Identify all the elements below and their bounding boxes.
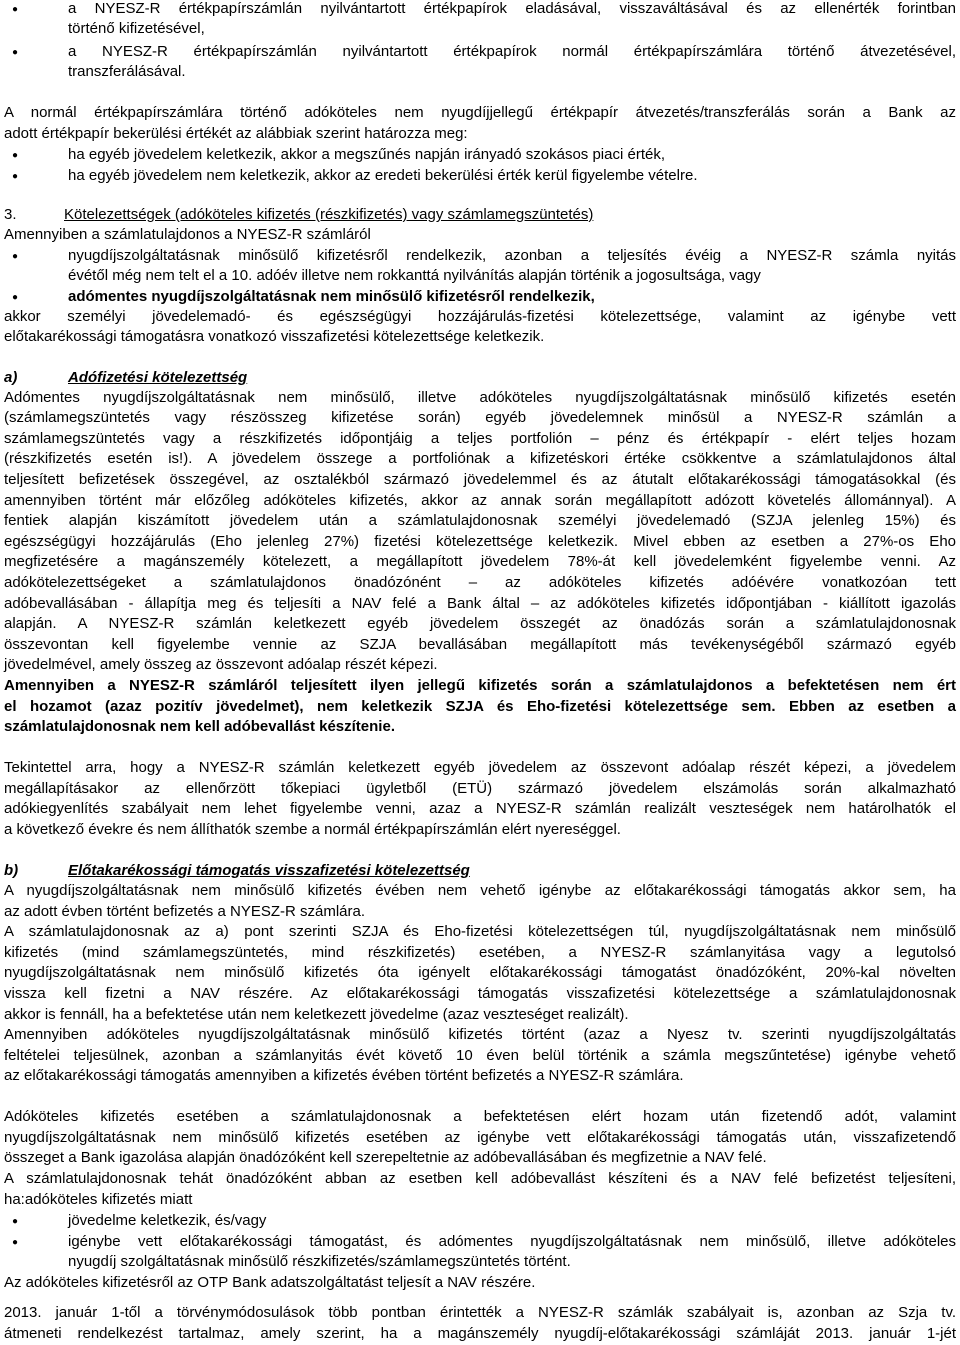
paragraph-line: Adómentes nyugdíjszolgáltatásnak nem minősülő, illetve adóköteles nyugdíjszolgáltatásnak minősülő kifizetés esetén [4,389,956,406]
bullet-icon: ● [12,150,19,161]
list-item: transzferálásával. [68,63,186,80]
paragraph-line: ha:adóköteles kifizetés miatt [4,1191,193,1208]
bullet-icon: ● [12,251,19,262]
paragraph-line: átmeneti rendelkezést tartalmaz, amely szerint, ha a magánszemély nyugdíj-előtakarékossági számláját 2013. január 1-jét [4,1325,956,1342]
list-item: a NYESZ-R értékpapírszámlán nyilvántartott értékpapírok eladásával, visszaváltásával és az ellenérték forintban [68,0,956,17]
paragraph-line: A nyugdíjszolgáltatásnak nem minősülő kifizetés évében nem vehető igénybe az előtakarékossági támogatás akkor sem, ha [4,882,956,899]
paragraph-line: Amennyiben a NYESZ-R számláról teljesített ilyen jellegű kifizetés során a számlatulajdonos a befektetésen nem ért [4,677,956,694]
list-item: ha egyéb jövedelem keletkezik, akkor a megszűnés napján irányadó szokásos piaci érték, [68,146,665,163]
paragraph-line: az előtakarékossági támogatás amennyiben a kifizetés évében történt befizetés a NYESZ-R számlára. [4,1067,684,1084]
paragraph-line: Amennyiben a számlatulajdonos a NYESZ-R számláról [4,226,371,243]
bullet-icon: ● [12,47,19,58]
paragraph-line: jövedelmével, amely összeg az összevont adóalap részét képezi. [4,656,438,673]
paragraph-line: összeget a Bank igazolása alapján önadózóként kell szerepeltetnie az adóbevallásában és megfizetnie a NAV felé. [4,1149,767,1166]
section-title: Kötelezettségek (adóköteles kifizetés (részkifizetés) vagy számlamegszüntetés) [64,206,594,223]
paragraph-line: kifizetés (mind számlamegszüntetés, mind részkifizetés) esetében, a NYESZ-R számlanyitása vagy a legutolsó [4,944,956,961]
paragraph-line: amennyiben történt már előzőleg adóköteles kifizetés, akkor az annak során megállapított adózott követelés állománnyal). A [4,492,956,509]
paragraph-line: a következő évekre és nem állíthatók szembe a normál értékpapírszámlán elért nyereséggel. [4,821,621,838]
paragraph-line: adókötelezettségeket a számlatulajdonos önadózónént – az adóköteles kifizetés adóévére vonatkozóan tett [4,574,956,591]
bullet-icon: ● [12,4,19,15]
section-title: Előtakarékossági támogatás visszafizetési kötelezettség [68,862,470,879]
paragraph-line: vissza kell fizetni a NAV részére. Az előtakarékossági támogatás visszafizetési kötelezettsége a számlatulajdonosnak [4,985,956,1002]
paragraph-line: Tekintettel arra, hogy a NYESZ-R számlán keletkezett egyéb jövedelem az összevont adóalap részét képezi, a jövedelem [4,759,956,776]
paragraph-line: számlatulajdonosnak nem kell adóbevallást készítenie. [4,718,395,735]
paragraph-line: akkor személyi jövedelemadó- és egészségügyi hozzájárulás-fizetési kötelezettsége, valamint az igénybe vett [4,308,956,325]
list-item: ha egyéb jövedelem nem keletkezik, akkor az eredeti bekerülési érték kerül figyelembe vételre. [68,167,698,184]
paragraph-line: nyugdíjszolgáltatásnak nem minősülő kifizetés esetében az igénybe vett előtakarékossági támogatás után, visszafizetendő [4,1129,956,1146]
list-item: évétől még nem telt el a 10. adóév illetve nem rokkanttá nyilvánítás alapján történik a jogosultsága, vagy [68,267,761,284]
paragraph-line: akkor is fennáll, ha a befektetése után nem keletkezett jövedelme (azaz veszteséget realizált). [4,1006,629,1023]
paragraph-line: (részkifizetés esetén is!). A jövedelem összege a portfoliónak a kifizetéskori értéke csökkentve a számlatulajdonos által [4,450,956,467]
paragraph-line: A számlatulajdonosnak tehát önadózóként abban az esetben kell adóbevallást készíteni és a NAV felé befizetést teljesíteni, [4,1170,956,1187]
paragraph-line: nyugdíjszolgáltatásnak nem minősülő kifizetés óta igényelt előtakarékossági támogatást önadózóként, 20%-kal növelten [4,964,956,981]
section-label: a) [4,369,18,386]
paragraph-line: megállapításakor az ellenőrzött tőkepiaci ügyletből (ETÜ) származó jövedelem elszámolás során alkalmazható [4,780,956,797]
paragraph-line: feltételei teljesülnek, azonban a számlanyitás évét követő 10 éven belül történik a számla megszűntetése) igénybe vehető [4,1047,956,1064]
section-number: 3. [4,206,17,223]
paragraph-line: Az adóköteles kifizetésről az OTP Bank adatszolgáltatást teljesít a NAV részére. [4,1274,536,1291]
paragraph-line: az adott évben történt befizetés a NYESZ-R számlára. [4,903,366,920]
paragraph-line: el hozamot (azaz pozitív jövedelmet), nem keletkezik SZJA és Eho-fizetési kötelezettsége sem. Ebben az esetben a [4,698,956,715]
paragraph-line: egészségügyi hozzájárulás (Eho jelenleg 27%) fizetési kötelezettsége keletkezik. Mivel ebben az esetben a 27%-os Eho [4,533,956,550]
list-item: igénybe vett előtakarékossági támogatást, és adómentes nyugdíjszolgáltatásnak nem minősülő, illetve adóköteles [68,1233,956,1250]
paragraph-line: összevontan kell figyelembe vennie az SZJA bevallásában megállapított más tevékenységéből származó egyéb [4,636,956,653]
paragraph-line: teljesített befizetések összegével, az osztalékból származó jövedelemmel és az átutalt előtakarékossági támogatásokkal (és [4,471,956,488]
paragraph-line: megfizetésére a magánszemély kötelezett, a megállapított jövedelem 78%-át kell jövedelemként figyelembe venni. Az [4,553,956,570]
list-item: adómentes nyugdíjszolgáltatásnak nem minősülő kifizetésről rendelkezik, [68,288,595,305]
bullet-icon: ● [12,292,19,303]
paragraph-line: A normál értékpapírszámlára történő adóköteles nem nyugdíjjellegű értékpapír átvezetés/transzferálás során a Bank az [4,104,956,121]
paragraph-line: A számlatulajdonosnak az a) pont szerinti SZJA és Eho-fizetési kötelezettségen túl, nyugdíjszolgáltatásnak nem minősülő [4,923,956,940]
bullet-icon: ● [12,1216,19,1227]
paragraph-line: (számlamegszüntetés vagy részösszeg kifizetése során) egyéb jövedelemnek minősül a NYESZ-R számlán a [4,409,956,426]
list-item: nyugdíj szolgáltatásnak minősülő részkifizetés/számlamegszüntetés történt. [68,1253,571,1270]
paragraph-line: adóbevallásában - állapítja meg és teljesíti a NAV felé a Bank által – az adóköteles kifizetés időpontjában - kiállított igazolás [4,595,956,612]
section-title: Adófizetési kötelezettség [68,369,248,386]
paragraph-line: Amennyiben adóköteles nyugdíjszolgáltatásnak minősülő kifizetés történt (azaz a Nyesz tv. szerinti nyugdíjszolgáltatás [4,1026,956,1043]
list-item: nyugdíjszolgáltatásnak minősülő kifizetésről rendelkezik, azonban a teljesítés évéig a NYESZ-R számla nyitás [68,247,956,264]
bullet-icon: ● [12,1237,19,1248]
paragraph-line: adókiegyenlítés szabályait nem lehet figyelembe venni, azaz a NYESZ-R számlán realizált veszteségek nem határolhatók el [4,800,956,817]
paragraph-line: fentiek alapján kiszámított jövedelem után a számlatulajdonosnak személyi jövedelemadó (SZJA jelenleg 15%) és [4,512,956,529]
bullet-icon: ● [12,171,19,182]
paragraph-line: Adóköteles kifizetés esetében a számlatulajdonosnak a befektetésen elért hozam után fizetendő adót, valamint [4,1108,956,1125]
list-item: a NYESZ-R értékpapírszámlán nyilvántartott értékpapírok normál értékpapírszámlára történő átvezetésével, [68,43,956,60]
paragraph-line: 2013. január 1-től a törvénymódosulások több pontban érintették a NYESZ-R számlák szabályait is, azonban az Szja tv. [4,1304,956,1321]
paragraph-line: adott értékpapír bekerülési értékét az alábbiak szerint határozza meg: [4,125,468,142]
list-item: történő kifizetésével, [68,20,205,37]
section-label: b) [4,862,19,879]
paragraph-line: számlamegszüntetés vagy a részkifizetés időpontjáig a teljes portfolión – pénz és értékpapír - elért teljes hozam [4,430,956,447]
list-item: jövedelme keletkezik, és/vagy [68,1212,267,1229]
paragraph-line: előtakarékossági támogatásra vonatkozó visszafizetési kötelezettsége keletkezik. [4,328,545,345]
paragraph-line: alapján. A NYESZ-R számlán keletkezett egyéb jövedelem összegét az önadózás során a számlatulajdonosnak [4,615,956,632]
